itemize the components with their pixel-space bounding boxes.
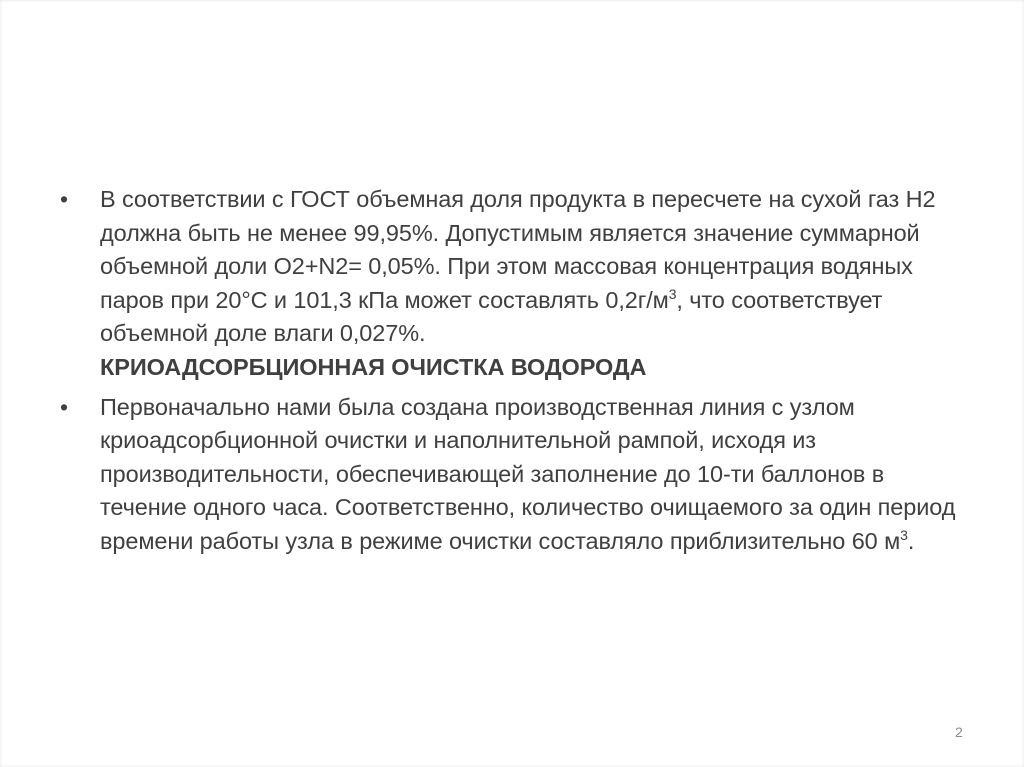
bullet-item-production-line xyxy=(60,391,975,559)
slide-body xyxy=(60,183,975,565)
page-number: 2 xyxy=(955,724,963,740)
section-heading: КРИОАДСОРБЦИОННАЯ ОЧИСТКА ВОДОРОДА xyxy=(100,353,647,380)
bullet-marker: • xyxy=(60,393,68,420)
bullet-marker: • xyxy=(60,186,68,212)
superscript: 3 xyxy=(900,526,908,543)
bullet-text-end: . xyxy=(907,527,915,554)
bullet-text-end: , что соответствует объемной доле влаги 0,027%. xyxy=(100,286,883,347)
bullet-item-gost xyxy=(60,183,975,385)
bullet-text: В соответствии с ГОСТ объемная доля продукта в пересчете на сухой газ H2 должна быть не менее 99,95%. Допустимым является значение суммарной объемной доли O2+N2= 0,05%. При этом массовая концентрация водяных паров при 20°C и 101,3 кПа может составлять 0,2г/м xyxy=(100,186,936,313)
superscript: 3 xyxy=(668,285,677,302)
bullet-text: Первоначально нами была создана производственная линия с узлом криоадсорбционной очистки и наполнительной рампой, исходя из производительности, обеспечивающей заполнение до 10-ти баллонов в течение одного часа. Соответственно, количество очищаемого за один период времени работы узла в режиме очистки составляло приблизительно 60 м xyxy=(100,393,956,554)
